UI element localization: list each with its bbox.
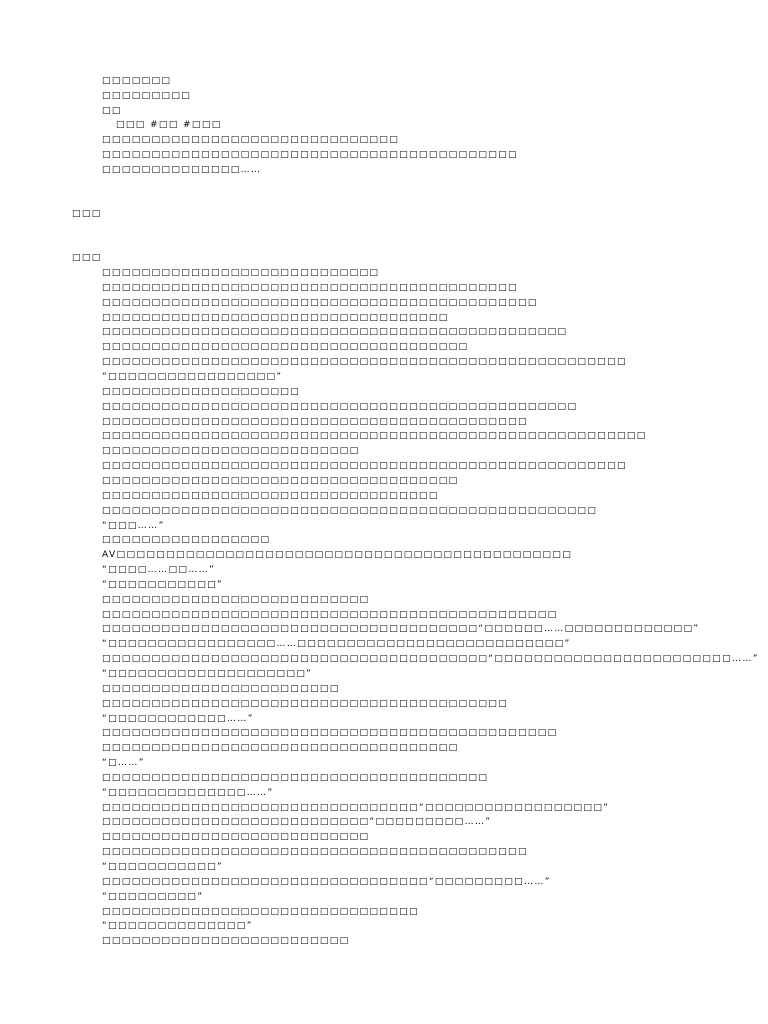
body-line: “□□□□□□□□□□□” (102, 579, 224, 590)
body-line: □□□□□□□□□□□□□□□□□□□□□□□□□□□□□□□□□□□□□□□□□□□□ (102, 297, 538, 308)
body-line: □□□□□□□□□□□□□□□□□□□□□□□□□□□□□□□□□□□□□□□ (102, 772, 489, 783)
body-line: □□□□□□□□□□□□□□□□□□□□□□□□□□□□□□□□□□□□□□□“□□□□□□□□□□□□□□□□□□□□□□□□……” (102, 654, 759, 665)
body-line: □□□□□□□□□□□□□□□□□□□□□□□□□ (102, 936, 350, 947)
header-line: □□ (102, 106, 122, 116)
body-line: □□□□□□□□□□□□□□□□□□□□□□□□□□□□□□□□□□□□□□□□□□□□□□□ (102, 327, 568, 338)
body-line: □□□□□□□□□□□□□□□□□□□□□□□□□□□□□□□□□□□□□□□□□□□□□□□□ (102, 401, 578, 412)
body-line: □□□□□□□□□□□□□□□□□□□□□□□□□□□□□□□□□□□□ (102, 743, 459, 754)
body-line: □□□□□□□□□□□□□□□□□□□□□□□□□□□□□□□□□□□□ (102, 475, 459, 486)
body-line: □□□□□□□□□□□□□□□□□ (102, 535, 271, 546)
body-line: □□□□□□□□□□□□□□□□□□□□□□□□□□□□□□□□□□□□□□□□□□□□□□□□□□ (102, 505, 598, 516)
body-line: □□□□□□□□□□□□□□□□□□□□□□□□□□□□□□□□□□□□□□□□□□ (102, 282, 518, 293)
body-line: “□□□□□□□□□□□□……” (102, 713, 254, 724)
section-heading: □□□ (72, 209, 102, 219)
body-line: □□□□□□□□□□□□□□□□□□□□□□□□□□□□□□□□□□□□□□□□□□□ (102, 847, 528, 858)
body-line: □□□□□□□□□□□□□□□□□□□□□□□□□□□ (102, 832, 370, 843)
body-line: □□□□□□□□□□□□□□□□□□□□□□□□ (102, 683, 340, 694)
header-tags-line: □□□ #□□ #□□□ (116, 120, 222, 130)
body-line: AV□□□□□□□□□□□□□□□□□□□□□□□□□□□□□□□□□□□□□□□□□□□□□□ (102, 550, 573, 561)
body-line: □□□□□□□□□□□□□□□□□□□□□□□□□□□□□□□□□□□ (102, 312, 449, 323)
body-line: □□□□□□□□□□□□□□□□□□□□□□□□□□□□□□□□□□ (102, 490, 439, 501)
body-line: □□□□□□□□□□□□□□□□□□□□ (102, 386, 301, 397)
body-line: □□□□□□□□□□□□□□□□□□□□□□□□□□□□□□□□□□□□□□□□□□□□□□□□□□□□□ (102, 461, 627, 471)
body-line: □□□□□□□□□□□□□□□□□□□□□□□□□□□□□□□□□□□□□□□□□□□ (102, 416, 528, 427)
body-line: “□□□□□□□□□□□□□□” (102, 921, 253, 932)
body-line: □□□□□□□□□□□□□□□□□□□□□□□□□□□□□□□□□□□□□□□□□□□□□□ (102, 609, 558, 620)
body-line: “□□□□□□□□□□□□□□□□□□□□” (102, 669, 313, 679)
body-line: □□□□□□□□□□□□□□□□□□□□□□□□□□□□□□□□□□□□□□“□□□□□□……□□□□□□□□□□□□□” (102, 624, 700, 635)
body-line: □□□□□□□□□□□□□□□□□□□□□□□□□□□□□□□□ (102, 906, 419, 917)
body-line: “□□□□……□□……” (102, 565, 216, 575)
body-line: □□□□□□□□□□□□□□□□□□□□□□□□□□ (102, 446, 360, 457)
header-line: □□□□□□□ (102, 76, 172, 86)
header-line: □□□□□□□□□□□□□□□□□□□□□□□□□□□□□□ (102, 135, 400, 145)
body-line: “□□□□□□□□□□□□□□……” (102, 787, 274, 798)
body-line: “□□□□□□□□□” (102, 891, 204, 902)
body-line: □□□□□□□□□□□□□□□□□□□□□□□□□□□□□□□□□□□□□□□□□□□□□□ (102, 728, 558, 739)
body-line: “□□□□□□□□□□□” (102, 862, 224, 872)
body-line: □□□□□□□□□□□□□□□□□□□□□□□□□□□□□□□□□□□□□ (102, 342, 469, 353)
header-line: □□□□□□□□□□□□□□□□□□□□□□□□□□□□□□□□□□□□□□□□□□ (102, 150, 518, 160)
body-line: □□□□□□□□□□□□□□□□□□□□□□□□□□□□□□□□“□□□□□□□□□□□□□□□□□□” (102, 802, 610, 813)
body-line: □□□□□□□□□□□□□□□□□□□□□□□□□□□□□□□□□“□□□□□□□□□……” (102, 876, 551, 887)
body-line: “□□□……” (102, 520, 165, 531)
section-heading: □□□ (72, 253, 102, 263)
body-line: □□□□□□□□□□□□□□□□□□□□□□□□□□□□ (102, 268, 380, 278)
body-line: “□□□□□□□□□□□□□□□□□……□□□□□□□□□□□□□□□□□□□□□□□□□□□” (102, 639, 571, 650)
body-line: □□□□□□□□□□□□□□□□□□□□□□□□□□□□□□□□□□□□□□□□□□□□□□□□□□□□□ (102, 357, 627, 368)
header-line: □□□□□□□□□ (102, 91, 192, 101)
body-line: □□□□□□□□□□□□□□□□□□□□□□□□□□□ (102, 594, 370, 605)
body-line: “□□□□□□□□□□□□□□□□□” (102, 371, 283, 382)
body-line: □□□□□□□□□□□□□□□□□□□□□□□□□□□□□□□□□□□□□□□□□□□□□□□□□□□□□□□ (102, 431, 647, 442)
body-line: “□……” (102, 758, 145, 768)
header-line: □□□□□□□□□□□□□□…… (102, 165, 262, 175)
body-line: □□□□□□□□□□□□□□□□□□□□□□□□□□□□□□□□□□□□□□□□□ (102, 698, 509, 709)
body-line: □□□□□□□□□□□□□□□□□□□□□□□□□□□“□□□□□□□□□……” (102, 817, 492, 828)
